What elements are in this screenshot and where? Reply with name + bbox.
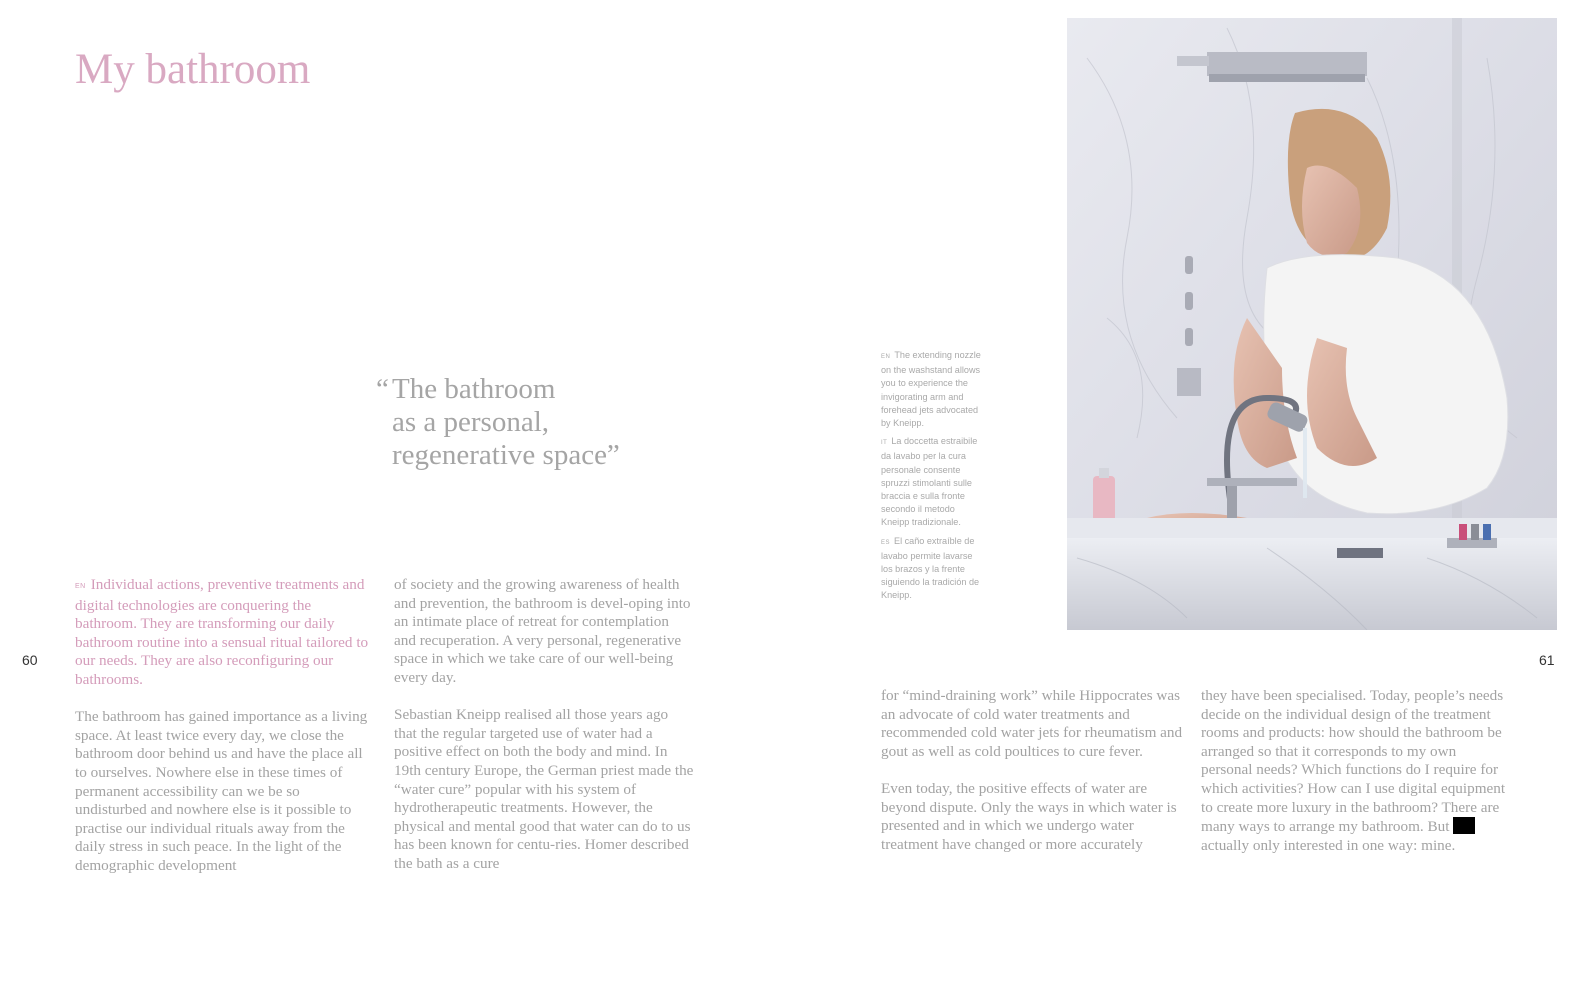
caption-es: ES El caño extraíble de lavabo permite lavarse los brazos y la frente siguiendo la tradición de Kneipp.: [881, 535, 980, 601]
language-tag-en: EN: [75, 583, 86, 590]
quote-line-2: as a personal,: [392, 406, 550, 438]
quote-line-3: regenerative space”: [392, 439, 620, 471]
text-column-4: [1201, 687, 1507, 855]
body-paragraph: The bathroom has gained importance as a living space. At least twice every day, we close the bathroom door behind us and have the place all to ourselves. Nowhere else in these times of permanent accessibility can we be so undisturbed and nowhere else is it possible to practise our individual rituals away from the daily stress in such peace. In the light of the demographic development: [75, 708, 368, 874]
redaction-box: [1453, 817, 1475, 834]
caption-it: IT La doccetta estraibile da lavabo per la cura personale consente spruzzi stimolanti sulle braccia e sulla fronte secondo il metodo Kneipp tradizionale.: [881, 436, 978, 528]
pull-quote: [376, 373, 620, 472]
text-column-3: [881, 687, 1187, 854]
body-paragraph: Sebastian Kneipp realised all those years ago that the regular targeted use of water had a positive effect on both the body and mind. In 19th century Europe, the German priest made the “water cure” popular with his system of hydrotherapeutic treatments. However, the physical and mental good that water can do to us has been known for centu-ries. Homer described the bath as a cure: [394, 706, 694, 872]
quote-open-mark: “: [376, 373, 389, 405]
intro-paragraph: EN Individual actions, preventive treatments and digital technologies are conquering the bathroom. They are transforming our daily bathroom routine into a sensual ritual tailored to our needs. They are also reconfiguring our bathrooms.: [75, 576, 369, 688]
caption-en: EN The extending nozzle on the washstand allows you to experience the invigorating arm and forehead jets advocated by Kneipp.: [881, 350, 981, 429]
page-title: My bathroom: [75, 46, 311, 93]
text-column-2: [394, 576, 694, 874]
image-caption: [881, 349, 985, 608]
text-column-1: [75, 576, 375, 876]
bathroom-illustration: [1067, 18, 1557, 630]
body-paragraph: they have been specialised. Today, people’s needs decide on the individual design of the treatment rooms and products: how should the bathroom be arranged so that it corresponds to my own personal needs? Which functions do I require for which activities? How can I use digital equipment to create more luxury in the bathroom? There are many ways to arrange my bathroom. But actually only interested in one way: mine.: [1201, 687, 1506, 854]
body-paragraph: Even today, the positive effects of water are beyond dispute. Only the ways in which water is presented and in which we undergo water treatment have changed or more accurately: [881, 779, 1177, 853]
quote-line-1: The bathroom: [392, 373, 556, 405]
body-paragraph: for “mind-draining work” while Hippocrates was an advocate of cold water treatments and recommended cold water jets for rheumatism and gout as well as cold poultices to cure fever.: [881, 687, 1183, 760]
shower-head-icon: [1207, 52, 1367, 76]
page-number-left: 60: [22, 652, 38, 668]
body-paragraph: of society and the growing awareness of health and prevention, the bathroom is devel-oping into an intimate place of retreat for contemplation and recuperation. A very personal, regenerative space in which we take care of our well-being every day.: [394, 576, 691, 686]
bathroom-photo: [1067, 18, 1557, 630]
page-number-right: 61: [1539, 652, 1555, 668]
